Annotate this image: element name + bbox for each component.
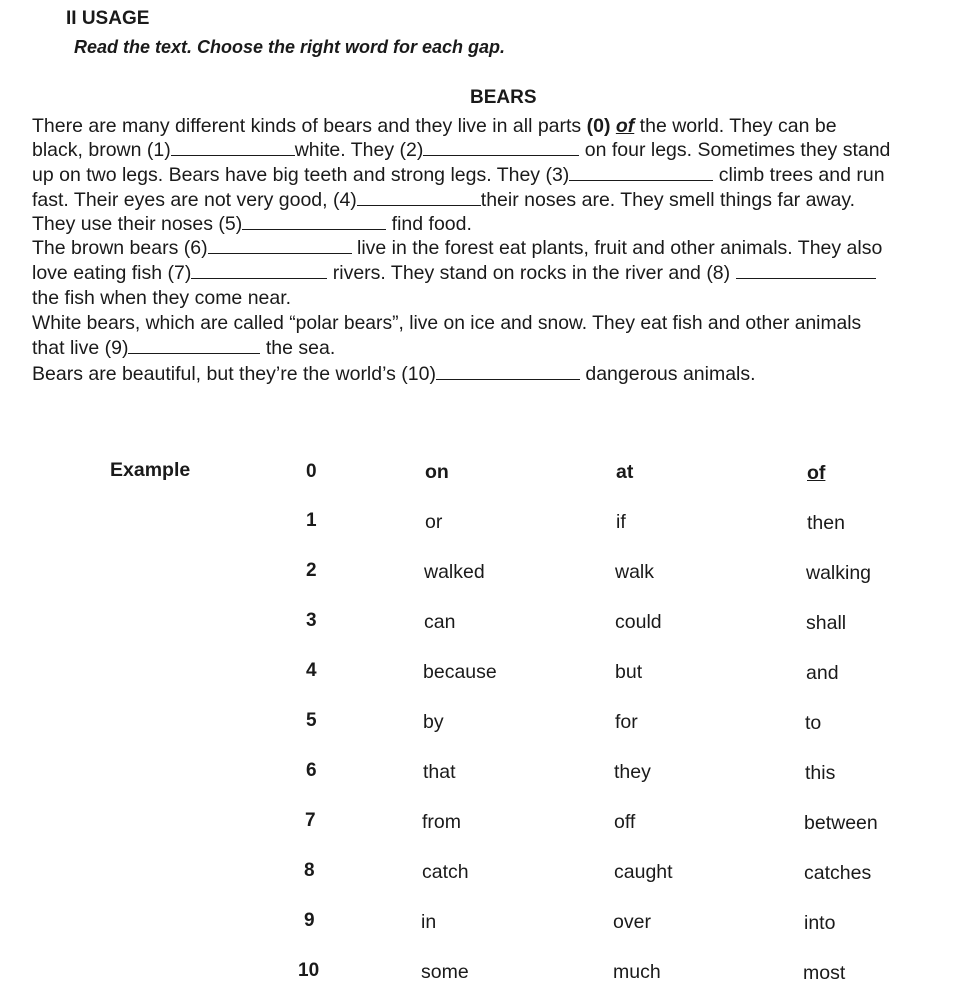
option-a[interactable]: by [423,711,444,733]
option-a[interactable]: because [423,661,497,683]
gap-4[interactable] [357,190,481,206]
passage-line: White bears, which are called “polar bears”, live on ice and snow. They eat fish and other animals [32,313,862,334]
row-number: 4 [306,660,317,681]
passage-line: the fish when they come near. [32,287,292,309]
row-number: 7 [305,810,316,831]
gap-7[interactable] [191,263,327,279]
option-b[interactable]: over [613,911,651,933]
option-a[interactable]: from [422,811,461,833]
row-number: 5 [306,710,317,731]
gap-1[interactable] [171,140,295,156]
option-c[interactable]: walking [806,562,872,584]
option-c[interactable]: and [806,662,839,684]
passage-line: black, brown (1) white. They (2) on four legs. Sometimes they stand [32,139,891,161]
row-number: 9 [304,910,315,931]
row-number: 2 [306,560,317,581]
option-a[interactable]: in [421,911,437,933]
option-b[interactable]: caught [614,861,673,883]
option-c[interactable]: to [805,712,822,734]
option-a[interactable]: walked [424,561,485,583]
option-b[interactable]: walk [615,561,655,583]
option-c[interactable]: into [804,912,836,934]
instruction: Read the text. Choose the right word for each gap. [74,37,506,57]
row-number: 6 [306,760,317,781]
option-c[interactable]: between [804,812,878,834]
option-c[interactable]: catches [804,862,872,884]
passage-line: There are many different kinds of bears and they live in all parts (0) of the world. They can be [32,115,837,137]
option-a[interactable]: that [423,761,456,783]
option-b[interactable]: if [616,511,626,533]
passage-line: The brown bears (6) live in the forest eat plants, fruit and other animals. They also [32,237,883,259]
gap-6[interactable] [208,238,352,254]
option-a[interactable]: catch [422,861,469,883]
option-a[interactable]: or [425,511,443,533]
gap-10[interactable] [436,364,580,380]
row-number: 8 [304,860,315,881]
option-c[interactable]: most [803,962,846,984]
option-a[interactable]: some [421,961,469,983]
gap-2[interactable] [423,140,579,156]
option-b[interactable]: off [614,811,636,833]
gap-8[interactable] [736,263,876,279]
option-b: at [616,461,634,483]
row-number: 1 [306,510,317,531]
passage-line: that live (9) the sea. [32,337,336,359]
option-c[interactable]: this [805,762,836,784]
option-b[interactable]: but [615,661,643,683]
option-b[interactable]: for [615,711,638,733]
gap-3[interactable] [569,165,713,181]
passage-line: up on two legs. Bears have big teeth and strong legs. They (3) climb trees and run [32,164,885,186]
gap-5[interactable] [242,214,386,230]
passage-line: fast. Their eyes are not very good, (4) their noses are. They smell things far away. [32,189,856,211]
row-number: 10 [298,960,320,981]
text-title: BEARS [470,87,537,108]
option-b[interactable]: could [615,611,662,633]
option-a[interactable]: can [424,611,456,633]
section-title: II USAGE [66,8,150,29]
option-b[interactable]: they [614,761,651,783]
option-c[interactable]: shall [806,612,847,634]
gap-9[interactable] [128,338,260,354]
option-b[interactable]: much [613,961,661,983]
passage-line: love eating fish (7) rivers. They stand on rocks in the river and (8) [32,261,876,285]
option-a: on [425,461,449,483]
passage-line: Bears are beautiful, but they’re the world’s (10) dangerous animals. [32,363,756,385]
option-c[interactable]: then [807,512,845,534]
row-number: 0 [306,461,317,482]
example-label: Example [110,459,191,481]
row-number: 3 [306,610,317,631]
option-c: of [807,462,826,484]
passage-line: They use their noses (5) find food. [32,213,472,235]
